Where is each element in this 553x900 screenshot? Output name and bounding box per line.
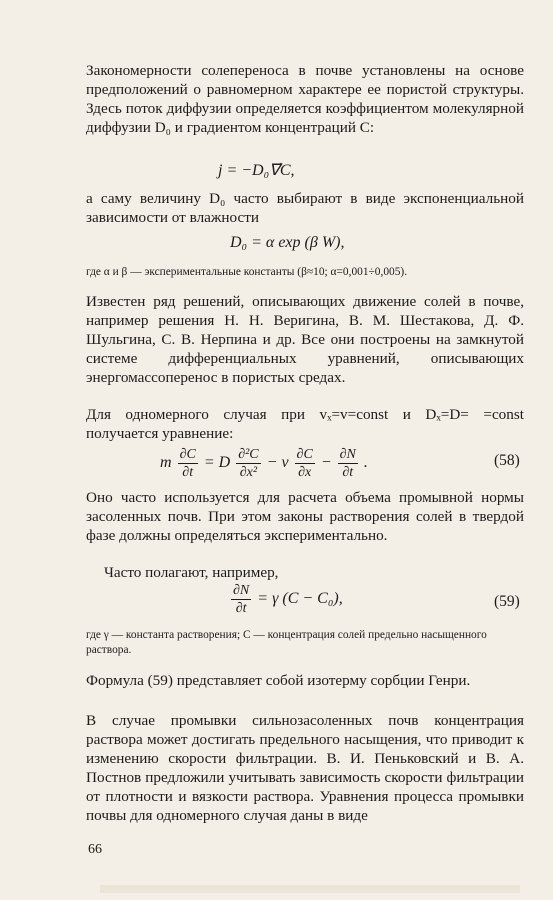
paragraph-often: Часто полагают, например, <box>104 564 279 581</box>
formula-58-period: . <box>363 454 368 472</box>
note-gamma: где γ — константа растворения; C — концентрация солей предельно насыщенного раствора. <box>86 629 487 656</box>
paragraph-intro: Закономерности солепереноса в почве установлены на основе предположений о равномерном характере ее пористой структуры. Здесь поток диффузии определяется коэффициентом молекулярной диффузии D₀ и градиентом концентраций C: <box>86 62 524 136</box>
paragraph-solutions: Известен ряд решений, описывающих движение солей в почве, например решения Н. Н. Веригина, В. М. Шестакова, Д. Ф. Шульгина, С. В. Нерпина и др. Все они построены на замкнутой системе дифференциальных уравнений, описывающих энергомассоперенос в пористых средах. <box>86 293 524 386</box>
bleed-through-shadow <box>100 885 520 893</box>
paragraph-henry: Формула (59) представляет собой изотерму сорбции Генри. <box>86 672 471 689</box>
frac-num: ∂C <box>179 447 196 462</box>
fraction-dN-dt <box>338 446 358 481</box>
formula-58-eq-d: = D <box>203 454 231 472</box>
paragraph-one-dimensional: Для одномерного случая при vₓ=v=const и Dₓ=D= =const получается уравнение: <box>86 406 524 442</box>
formula-58-minus: − <box>320 454 332 472</box>
frac-num: ∂N <box>233 583 250 598</box>
fraction-dC-dt <box>178 446 198 481</box>
formula-58-m: m <box>160 454 172 472</box>
formula-59 <box>229 582 343 617</box>
page-number: 66 <box>88 842 102 857</box>
paragraph-usage: Оно часто используется для расчета объема промывной нормы засоленных почв. При этом законы растворения солей в твердой фазе должны определяться экспериментально. <box>86 489 524 544</box>
formula-58-minus-v: − v <box>266 454 289 472</box>
formula-59-rhs: = γ (C − C₀), <box>257 590 343 608</box>
frac-den: ∂t <box>182 465 194 480</box>
formula-58 <box>160 446 368 481</box>
frac-den: ∂t <box>342 465 354 480</box>
fraction-dN-dt <box>231 582 251 617</box>
frac-den: ∂x² <box>239 465 258 480</box>
paragraph-washing: В случае промывки сильнозасоленных почв концентрация раствора может достигать предельного насыщения, что приводит к изменению скорости фильтрации. В. И. Пеньковский и В. А. Постнов предложили учитывать зависимость скорости фильтрации от плотности и вязкости раствора. Уравнения процесса промывки почвы для одномерного случая даны в виде <box>86 712 524 824</box>
equation-number-59: (59) <box>494 593 520 610</box>
frac-num: ∂N <box>339 447 356 462</box>
frac-num: ∂C <box>296 447 313 462</box>
frac-den: ∂x <box>298 465 312 480</box>
formula-diffusion-flux: j = −D₀∇⃗C, <box>218 162 295 179</box>
equation-number-58: (58) <box>494 452 520 469</box>
note-constants: где α и β — экспериментальные константы (β≈10; α=0,001÷0,005). <box>86 266 408 278</box>
formula-d0-exp: D₀ = α exp (β W), <box>230 234 345 251</box>
frac-den: ∂t <box>235 601 247 616</box>
fraction-dC-dx <box>295 446 315 481</box>
paragraph-d0: а саму величину D₀ часто выбирают в виде экспоненциальной зависимости от влажности <box>86 190 524 226</box>
frac-num: ∂²C <box>238 447 259 462</box>
fraction-d2C-dx2 <box>236 446 260 481</box>
